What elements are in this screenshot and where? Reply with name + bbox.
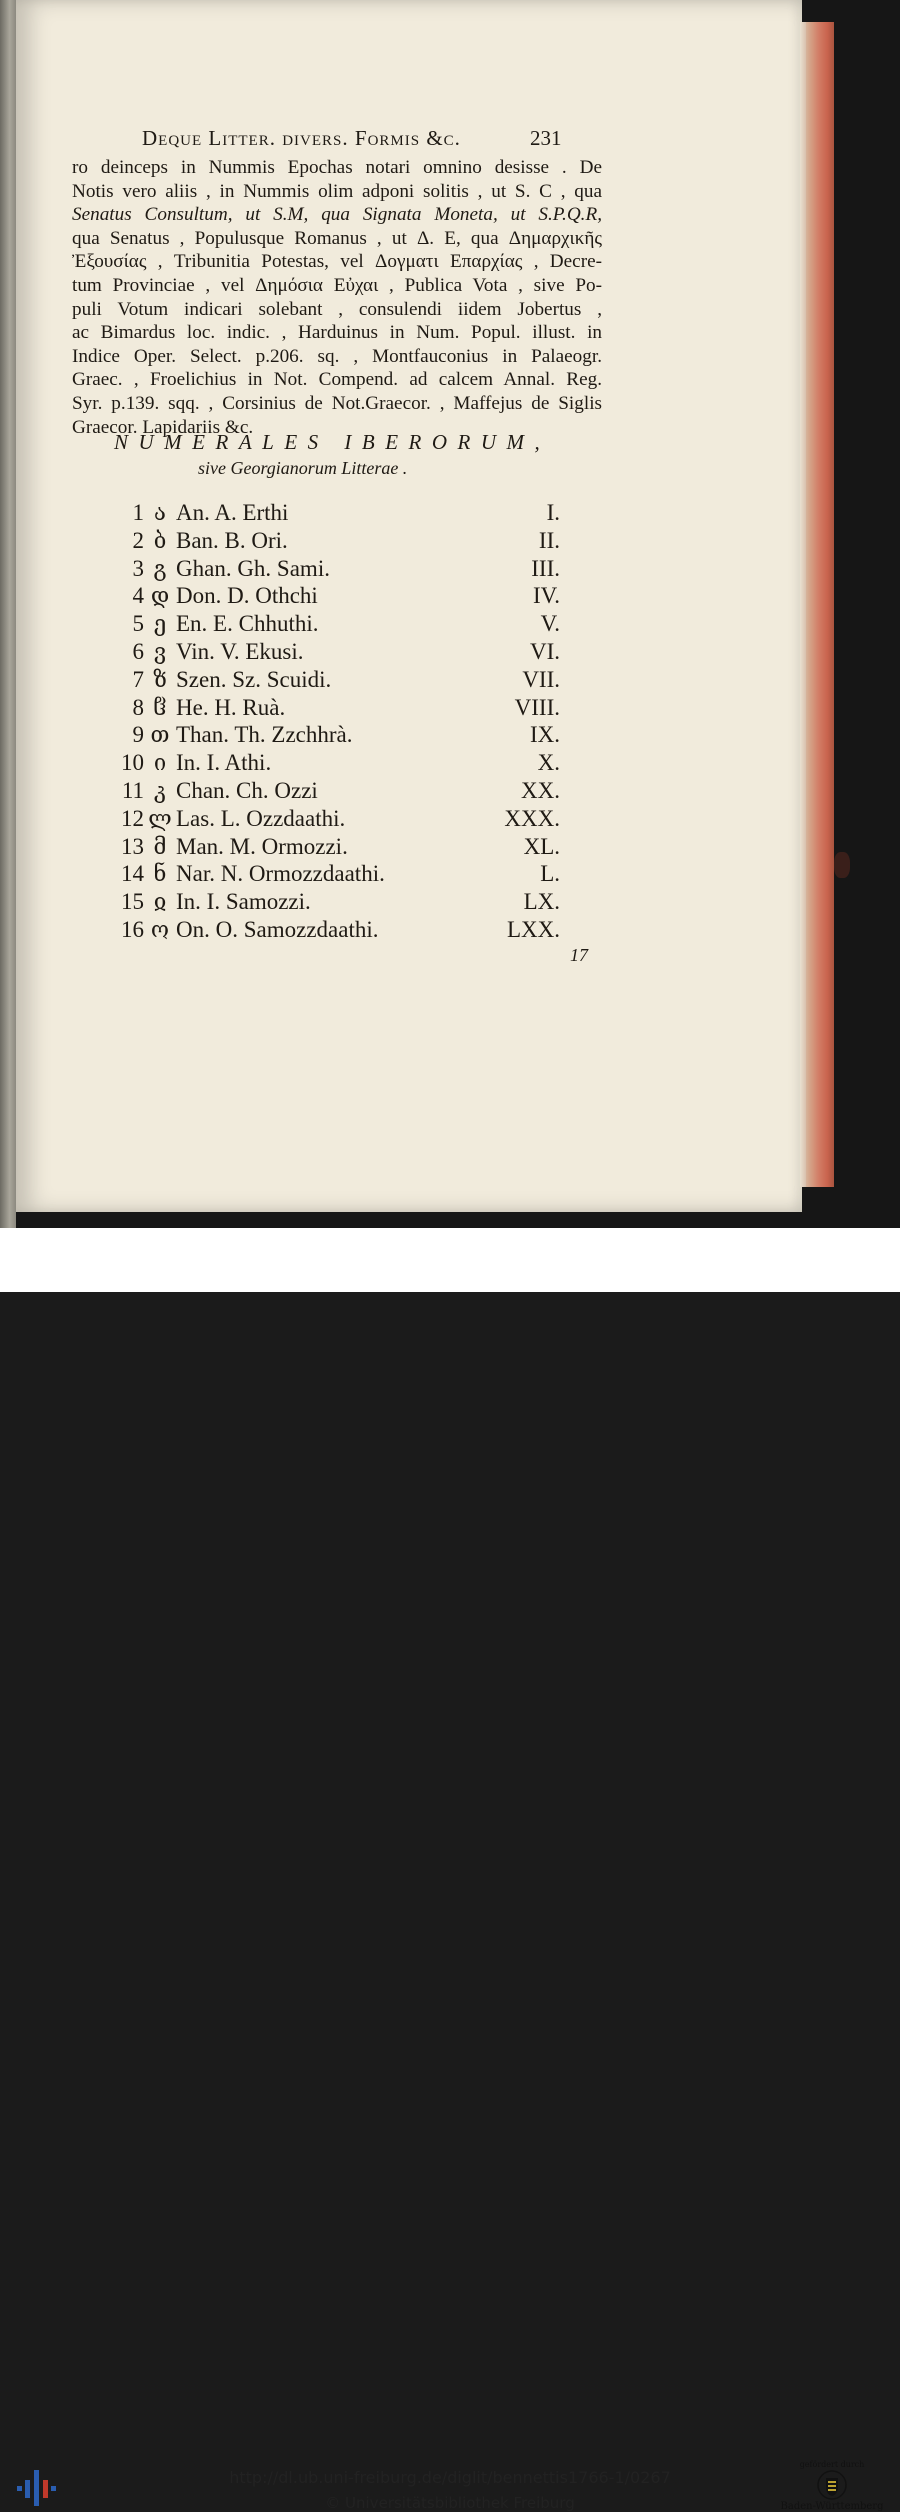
table-row	[102, 834, 572, 862]
letter-name: Las. L. Ozzdaathi.	[176, 805, 346, 831]
table-row	[102, 861, 572, 889]
body-line: Graecor. Lapidariis &c.	[72, 416, 254, 438]
georgian-letter: მ	[153, 833, 167, 859]
catchword: 17	[570, 945, 588, 965]
letter-name: Nar. N. Ormozzdaathi.	[176, 861, 385, 887]
letter-name: Ghan. Gh. Sami.	[176, 555, 330, 581]
row-number: 7	[132, 666, 144, 692]
page-number: 231	[530, 126, 562, 150]
table-row	[102, 917, 572, 945]
body-line: qua Senatus , Populusque Romanus , ut Δ. Ε, qua Δημαρχικῆς	[72, 227, 602, 249]
letter-name: He. H. Ruà.	[176, 694, 286, 720]
numerals-table	[102, 500, 572, 945]
viewer-footer	[0, 1228, 900, 2512]
letter-name: Than. Th. Zzchhrà.	[176, 722, 353, 748]
row-number: 9	[132, 722, 144, 748]
table-row	[102, 806, 572, 834]
roman-value: IV.	[532, 583, 560, 609]
row-number: 15	[121, 889, 144, 915]
roman-value: XL.	[523, 833, 560, 859]
wormhole-damage	[834, 852, 850, 878]
row-number: 10	[121, 750, 144, 776]
table-row	[102, 583, 572, 611]
table-row	[102, 889, 572, 917]
roman-value: X.	[537, 750, 560, 776]
row-number: 3	[132, 555, 144, 581]
sponsor-label: gefördert durch	[799, 2460, 865, 2469]
roman-value: VIII.	[514, 694, 560, 720]
table-row	[102, 778, 572, 806]
row-number: 12	[121, 805, 144, 831]
roman-value: XXX.	[504, 805, 560, 831]
letter-name: In. I. Samozzi.	[176, 889, 311, 915]
letter-name: Man. M. Ormozzi.	[176, 833, 348, 859]
body-line: puli Votum indicari solebant , consulendi iidem Jobertus ,	[72, 298, 602, 320]
body-line: Graec. , Froelichius in Not. Compend. ad calcem Annal. Reg.	[72, 369, 602, 391]
georgian-letter: ნ	[153, 861, 167, 887]
georgian-letter: ი	[153, 750, 167, 776]
copyright-notice: © Universitätsbibliothek Freiburg	[325, 2494, 575, 2512]
roman-value: III.	[531, 555, 560, 581]
letter-name: Szen. Sz. Scuidi.	[176, 666, 332, 692]
table-row	[102, 722, 572, 750]
row-number: 13	[121, 833, 144, 859]
baden-wuerttemberg-crest-icon	[817, 2470, 847, 2500]
body-line: ro deinceps in Nummis Epochas notari omnino desisse . De	[72, 157, 602, 178]
letter-name: Ban. B. Ori.	[176, 527, 288, 553]
georgian-letter: დ	[150, 583, 170, 609]
roman-value: XX.	[521, 777, 560, 803]
table-row	[102, 556, 572, 584]
sponsor-badge	[772, 2460, 892, 2512]
section-subtitle: sive Georgianorum Litterae .	[198, 458, 408, 478]
page-block-edge	[800, 22, 834, 1187]
georgian-letter: ო	[150, 916, 170, 942]
roman-value: VII.	[522, 666, 560, 692]
georgian-letter: ზ	[153, 666, 167, 692]
table-row	[102, 639, 572, 667]
georgian-letter: ე	[153, 611, 167, 637]
sponsor-name: Baden-Württemberg	[780, 2501, 884, 2512]
letter-name: Don. D. Othchi	[176, 583, 318, 609]
roman-value: LXX.	[506, 916, 560, 942]
body-text	[72, 156, 602, 439]
georgian-letter: კ	[153, 777, 166, 803]
roman-value: IX.	[529, 722, 560, 748]
row-number: 8	[132, 694, 144, 720]
facing-page-edge	[0, 0, 16, 1228]
body-line: tum Provinciae , vel Δημόσια Εὐχαι , Publica Vota , sive Po-	[72, 274, 602, 296]
table-row	[102, 500, 572, 528]
running-head	[142, 126, 461, 151]
georgian-letter: ბ	[153, 527, 167, 553]
roman-value: LX.	[523, 889, 560, 915]
letter-name: On. O. Samozzdaathi.	[176, 916, 379, 942]
letter-name: En. E. Chhuthi.	[176, 611, 319, 637]
roman-value: L.	[540, 861, 560, 887]
letter-name: In. I. Athi.	[176, 750, 272, 776]
body-line: Ἐξουσίας , Tribunitia Potestas, vel Δογματι Επαρχίας , Decre-	[72, 251, 602, 273]
body-line: ac Bimardus loc. indic. , Harduinus in Num. Popul. illust. in	[72, 322, 602, 344]
roman-value: VI.	[529, 638, 560, 664]
table-row	[102, 528, 572, 556]
table-row	[102, 611, 572, 639]
roman-value: I.	[546, 500, 560, 525]
body-line: Syr. p.139. sqq. , Corsinius de Not.Graecor. , Maffejus de Siglis	[72, 392, 602, 414]
body-line: Senatus Consultum, ut S.M, qua Signata Moneta, ut S.P.Q.R,	[72, 204, 602, 226]
row-number: 11	[121, 777, 144, 803]
georgian-letter: ჱ	[153, 694, 167, 720]
georgian-letter: თ	[150, 722, 170, 748]
row-number: 5	[132, 611, 144, 637]
georgian-letter: ა	[154, 500, 166, 525]
georgian-letter: ჲ	[153, 889, 167, 915]
roman-value: V.	[540, 611, 560, 637]
table-row	[102, 750, 572, 778]
body-line: Indice Oper. Select. p.206. sq. , Montfauconius in Palaeogr.	[72, 345, 602, 367]
row-number: 4	[132, 583, 144, 609]
body-line: Notis vero aliis , in Nummis olim adponi solitis , ut S. C , qua	[72, 180, 602, 202]
running-head-title: Deque Litter. divers. Formis &c.	[142, 126, 461, 150]
scan-viewport	[0, 0, 900, 1228]
row-number: 14	[121, 861, 144, 887]
section-title: NUMERALES IBERORUM,	[114, 430, 551, 454]
letter-name: An. A. Erthi	[176, 500, 289, 525]
georgian-letter: გ	[153, 555, 167, 581]
letter-name: Vin. V. Ekusi.	[176, 638, 304, 664]
row-number: 2	[132, 527, 144, 553]
georgian-letter: ვ	[153, 638, 167, 664]
table-row	[102, 667, 572, 695]
page-url-link[interactable]: http://dl.ub.uni-freiburg.de/diglit/bennettis1766-1/0267	[229, 2468, 671, 2487]
roman-value: II.	[538, 527, 560, 553]
row-number: 16	[121, 916, 144, 942]
georgian-letter: ლ	[148, 805, 172, 831]
row-number: 6	[132, 638, 144, 664]
table-row	[102, 695, 572, 723]
letter-name: Chan. Ch. Ozzi	[176, 777, 318, 803]
row-number: 1	[132, 500, 144, 525]
